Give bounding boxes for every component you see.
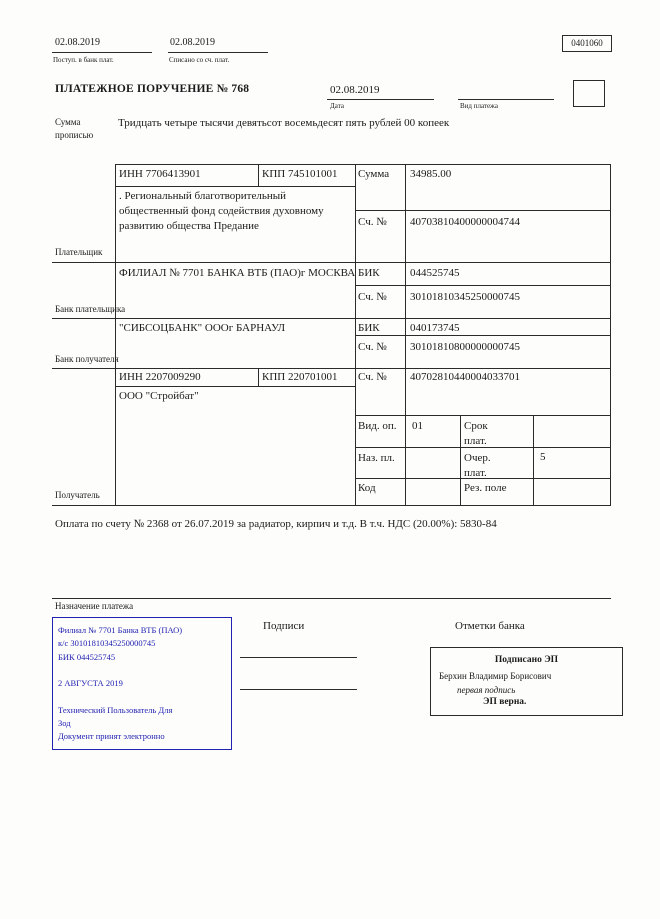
table-border — [460, 415, 461, 505]
bank-stamp-line: Документ принят электронно — [58, 731, 165, 742]
payer-bank-name: ФИЛИАЛ № 7701 БАНКА ВТБ (ПАО)г МОСКВА — [119, 267, 356, 279]
received-date-label: Поступ. в банк плат. — [53, 56, 114, 64]
due-date-label: Срок плат. — [464, 420, 488, 447]
payer-name: . Региональный благотворительный общественный фонд содействия духовному развитию общества Предание — [119, 190, 324, 232]
op-kind-label: Вид. оп. — [358, 420, 397, 432]
table-border — [355, 335, 611, 336]
received-date-underline — [52, 52, 152, 53]
payee-name: ООО "Стройбат" — [119, 390, 199, 402]
table-border — [52, 368, 611, 369]
table-border — [115, 164, 611, 165]
payee-bank-account: 30101810800000000745 — [410, 341, 520, 353]
priority-label: Очер. плат. — [464, 452, 491, 479]
table-border — [258, 164, 259, 186]
payer-inn: ИНН 7706413901 — [119, 168, 201, 180]
payment-type-label: Вид платежа — [460, 102, 499, 110]
payer-account: 40703810400000004744 — [410, 216, 520, 228]
bank-stamp-line: БИК 044525745 — [58, 651, 116, 662]
bank-stamp-line: Филиал № 7701 Банка ВТБ (ПАО) — [58, 625, 183, 635]
written-off-date-underline — [168, 52, 268, 53]
bank-marks-header: Отметки банка — [455, 620, 525, 632]
payee-account-label: Сч. № — [358, 371, 387, 383]
table-border — [610, 164, 611, 505]
payer-bank-bik: 044525745 — [410, 267, 460, 279]
payee-account: 40702810440004033701 — [410, 371, 520, 383]
signatures-header: Подписи — [263, 620, 305, 632]
payee-bank-bik-label: БИК — [358, 322, 380, 334]
bank-stamp-line — [58, 690, 227, 703]
table-border — [115, 386, 356, 387]
bank-stamp-line: к/с 30101810345250000745 — [58, 638, 156, 649]
payee-section-label: Получатель — [55, 490, 100, 500]
table-border — [115, 164, 116, 505]
table-border — [52, 318, 611, 319]
table-border — [52, 262, 611, 263]
form-code: 0401060 — [562, 35, 612, 52]
table-border — [355, 285, 611, 286]
payee-bank-bik: 040173745 — [410, 322, 460, 334]
amount-words-label-1: Сумма — [55, 117, 81, 127]
purpose-section-label: Назначение платежа — [55, 601, 134, 611]
op-kind-value: 01 — [412, 420, 423, 432]
written-off-date: 02.08.2019 — [170, 37, 215, 48]
doc-date-label: Дата — [330, 102, 344, 110]
bank-stamp — [52, 617, 232, 750]
payee-inn: ИНН 2207009290 — [119, 371, 201, 383]
amount-words-label-2: прописью — [55, 130, 94, 140]
doc-title: ПЛАТЕЖНОЕ ПОРУЧЕНИЕ № 768 — [55, 83, 250, 95]
ep-signer-name: Берхин Владимир Борисович — [439, 671, 552, 681]
amount-value: 34985.00 — [410, 168, 452, 180]
payer-kpp: КПП 745101001 — [262, 168, 338, 180]
purpose-underline — [52, 598, 611, 599]
payer-bank-account: 30101810345250000745 — [410, 291, 520, 303]
reserve-field-label: Рез. поле — [464, 482, 507, 494]
payer-account-label: Сч. № — [358, 216, 387, 228]
payee-bank-account-label: Сч. № — [358, 341, 387, 353]
ep-valid-label: ЭП верна. — [483, 697, 527, 707]
bank-stamp-line — [58, 664, 227, 677]
table-border — [115, 186, 356, 187]
payer-bank-section-label: Банк плательщика — [55, 304, 126, 314]
purpose-code-label: Наз. пл. — [358, 452, 395, 464]
payer-bank-account-label: Сч. № — [358, 291, 387, 303]
table-border — [405, 164, 406, 505]
amount-label: Сумма — [358, 168, 390, 180]
payer-section-label: Плательщик — [55, 247, 103, 257]
ep-signed-label: Подписано ЭП — [494, 655, 559, 665]
payee-kpp: КПП 220701001 — [262, 371, 338, 383]
priority-value: 5 — [540, 451, 546, 463]
table-border — [355, 164, 356, 505]
doc-date: 02.08.2019 — [330, 84, 380, 96]
table-border — [355, 210, 611, 211]
payment-type-underline — [458, 99, 554, 100]
bank-stamp-line: Технический Пользователь Для — [58, 704, 173, 715]
received-date: 02.08.2019 — [55, 37, 100, 48]
payee-bank-section-label: Банк получателя — [55, 354, 119, 364]
ep-stamp — [430, 647, 623, 716]
payer-bank-bik-label: БИК — [358, 267, 380, 279]
table-border — [258, 368, 259, 386]
amount-in-words: Тридцать четыре тысячи девятьсот восемьдесят пять рублей 00 копеек — [118, 117, 450, 129]
table-border — [355, 415, 611, 416]
signature-line-2 — [240, 689, 357, 690]
ep-first-signature-note: первая подпись — [457, 685, 516, 695]
bank-stamp-line: 2 АВГУСТА 2019 — [58, 678, 123, 689]
payment-type-box — [573, 80, 605, 107]
payee-bank-name: "СИБСОЦБАНК" ОООг БАРНАУЛ — [119, 322, 286, 334]
code-label: Код — [358, 482, 376, 494]
doc-date-underline — [327, 99, 434, 100]
signature-line-1 — [240, 657, 357, 658]
table-border — [52, 505, 611, 506]
purpose-text: Оплата по счету № 2368 от 26.07.2019 за радиатор, кирпич и т.д. В т.ч. НДС (20.00%): 5830-84 — [55, 518, 497, 530]
written-off-date-label: Списано со сч. плат. — [169, 56, 230, 64]
table-border — [533, 415, 534, 505]
bank-stamp-line: Зод — [58, 718, 71, 729]
